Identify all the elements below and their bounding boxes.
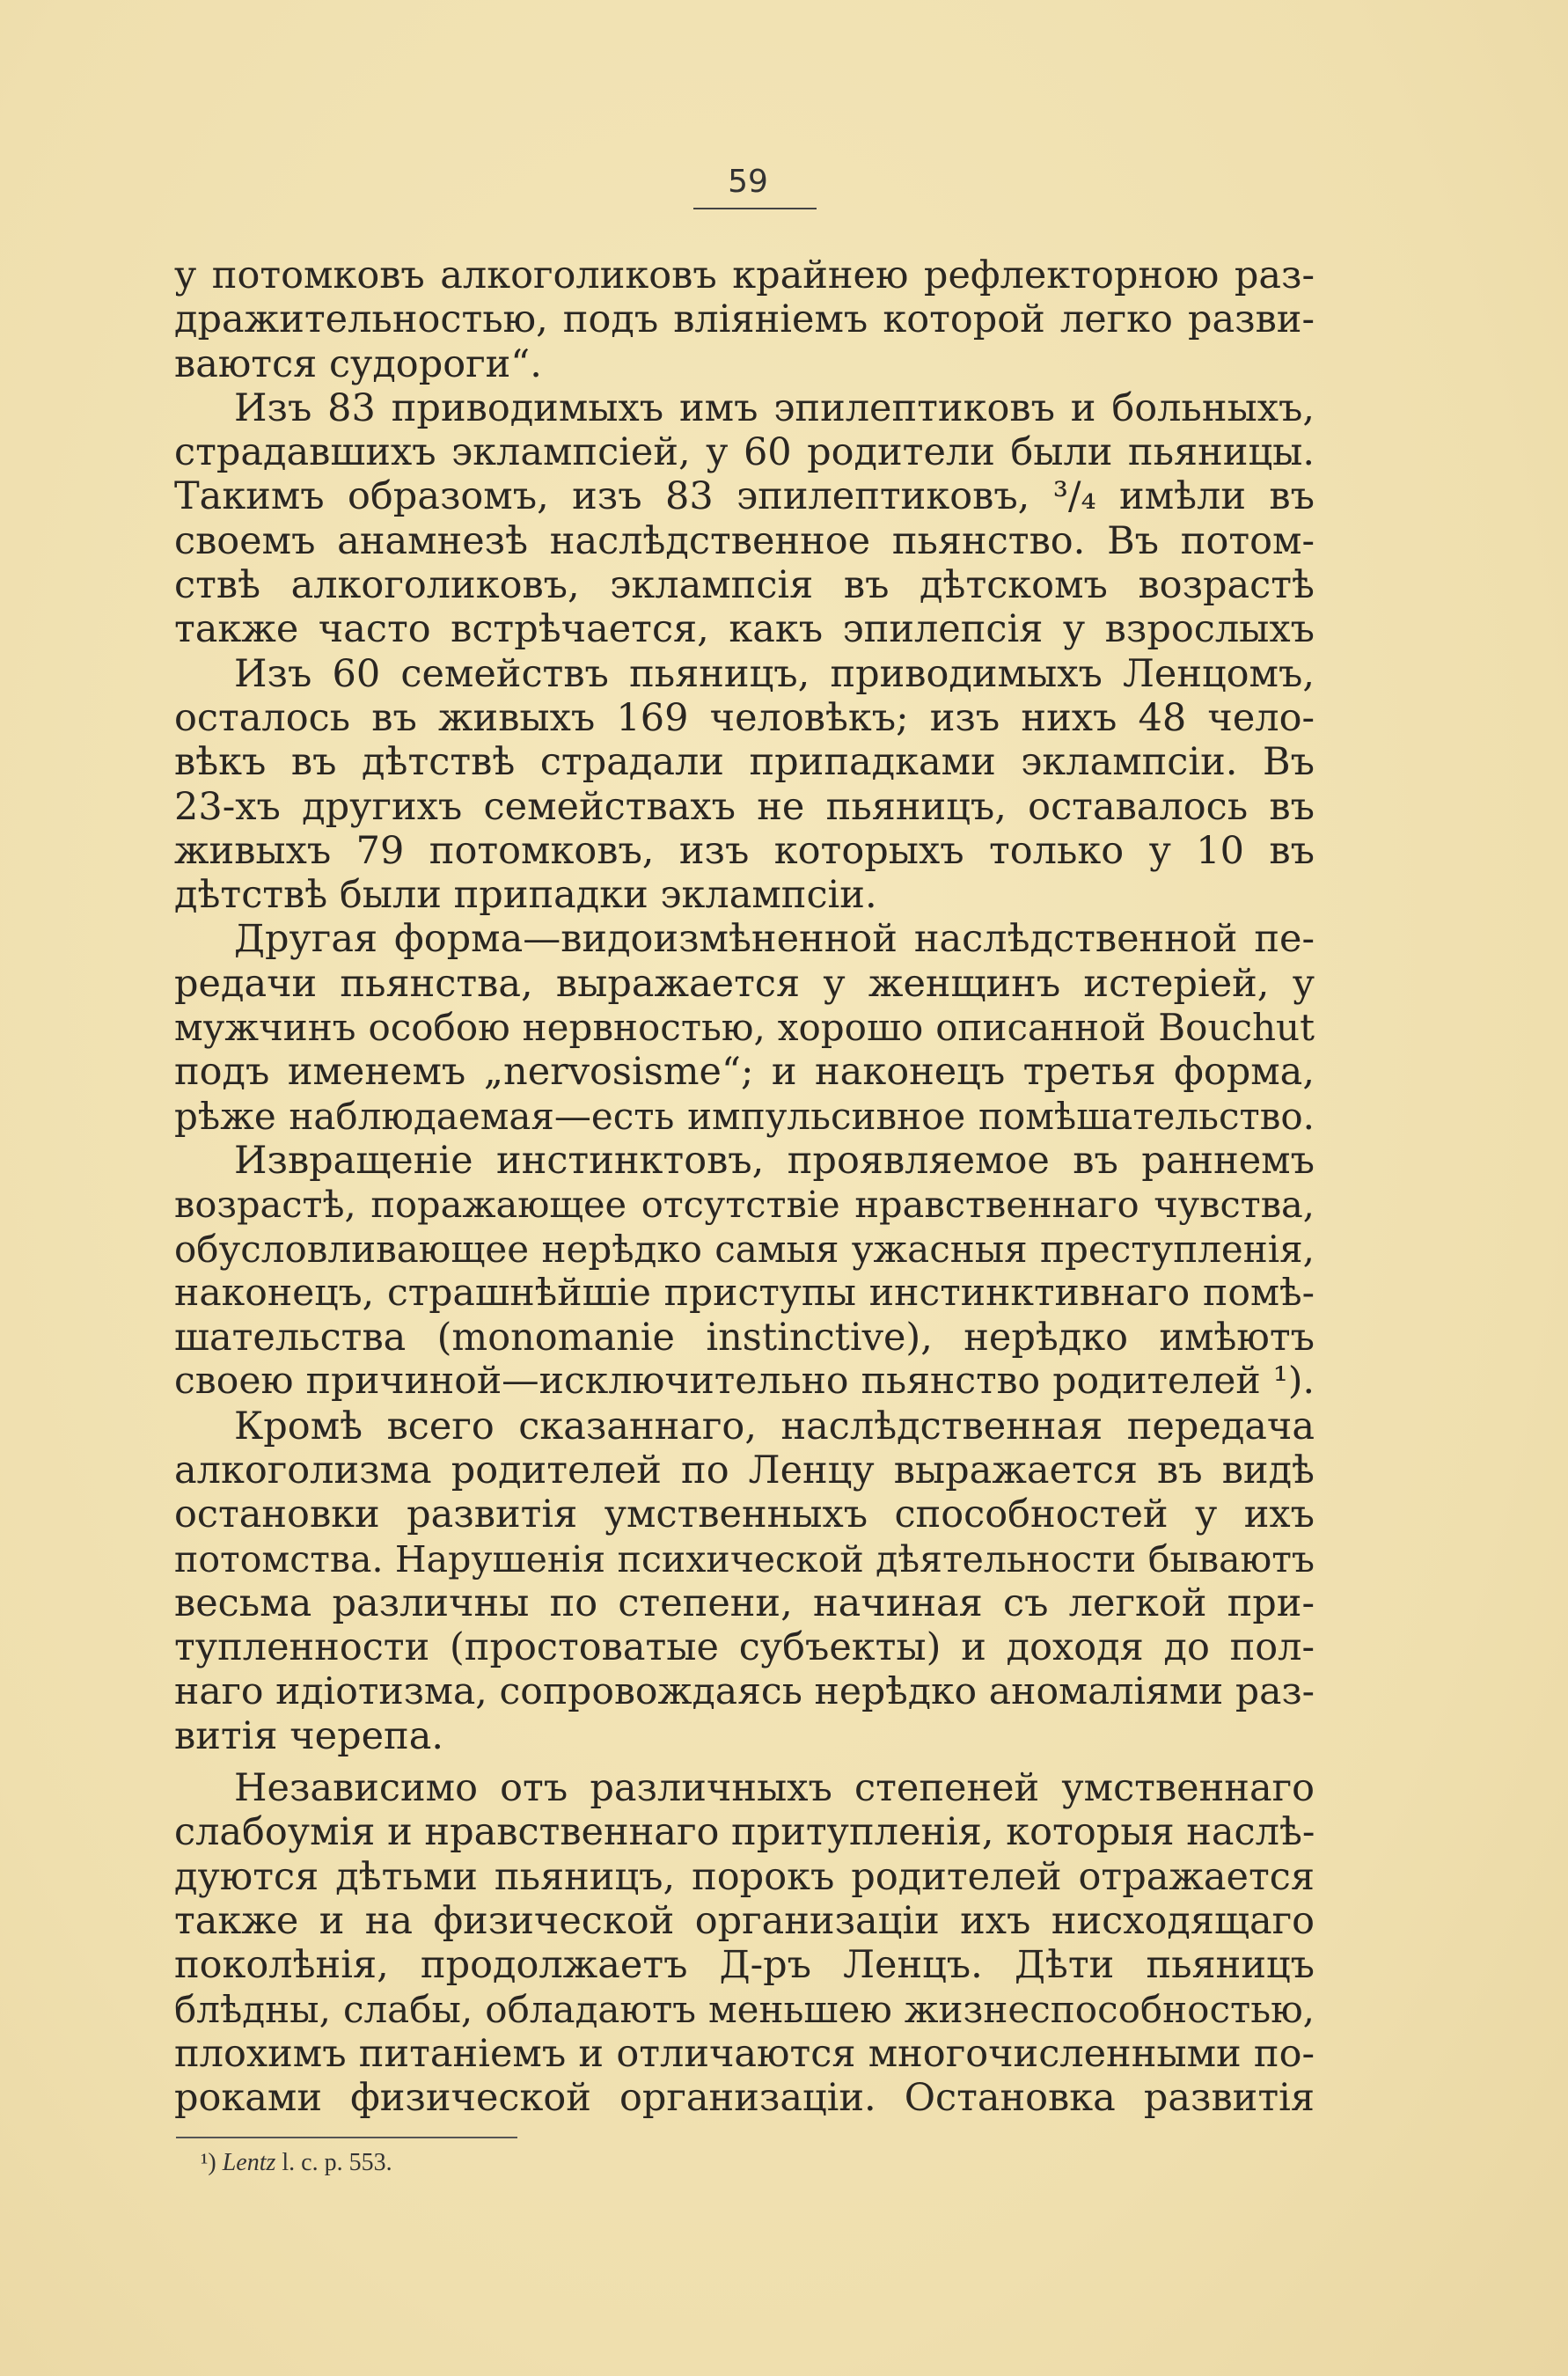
text-line: также и на физической организаціи ихъ нисходящаго bbox=[174, 1898, 1315, 1943]
text-line: слабоумія и нравственнаго притупленія, которыя наслѣ- bbox=[174, 1810, 1315, 1855]
text-line: Изъ 83 приводимыхъ имъ эпилептиковъ и больныхъ, bbox=[234, 385, 1315, 430]
page-number: 59 bbox=[728, 164, 768, 200]
text-line: тупленности (простоватые субъекты) и доходя до пол- bbox=[174, 1625, 1315, 1670]
text-line: мужчинъ особою нервностью, хорошо описанной Bouchut bbox=[174, 1006, 1315, 1050]
text-line: весьма различны по степени, начиная съ легкой при- bbox=[174, 1580, 1315, 1625]
text-line: роками физической организаціи. Остановка развитія bbox=[174, 2076, 1315, 2121]
text-line: Кромѣ всего сказаннаго, наслѣдственная передача bbox=[234, 1404, 1315, 1448]
footnote-rule bbox=[176, 2137, 517, 2138]
text-line: обусловливающее нерѣдко самыя ужасныя преступленія, bbox=[174, 1227, 1315, 1271]
text-line: наконецъ, страшнѣйшіе приступы инстинктивнаго помѣ- bbox=[174, 1271, 1315, 1315]
footnote bbox=[201, 2149, 392, 2177]
text-line: дуются дѣтьми пьяницъ, порокъ родителей отражается bbox=[174, 1854, 1315, 1899]
text-line: редачи пьянства, выражается у женщинъ истеріей, у bbox=[174, 961, 1315, 1006]
text-line: дѣтствѣ были припадки эклампсіи. bbox=[174, 873, 877, 918]
text-line: дражительностью, подъ вліяніемъ которой легко разви- bbox=[174, 297, 1315, 342]
text-line: подъ именемъ „nervosisme“; и наконецъ третья форма, bbox=[174, 1050, 1315, 1095]
text-line: Независимо отъ различныхъ степеней умственнаго bbox=[234, 1766, 1315, 1811]
page-number-rule bbox=[693, 208, 817, 209]
text-line: плохимъ питаніемъ и отличаются многочисленными по- bbox=[174, 2031, 1315, 2076]
footnote-marker: ¹) bbox=[201, 2149, 216, 2176]
text-line: остановки развитія умственныхъ способностей у ихъ bbox=[174, 1492, 1315, 1537]
text-line: 23-хъ другихъ семействахъ не пьяницъ, оставалось въ bbox=[174, 784, 1315, 829]
text-line: Извращеніе инстинктовъ, проявляемое въ раннемъ bbox=[234, 1138, 1315, 1183]
text-line: осталось въ живыхъ 169 человѣкъ; изъ нихъ 48 чело- bbox=[174, 695, 1315, 740]
text-line: у потомковъ алкоголиковъ крайнею рефлекторною раз- bbox=[174, 253, 1315, 297]
text-line: Изъ 60 семействъ пьяницъ, приводимыхъ Ленцомъ, bbox=[234, 651, 1315, 696]
footnote-author: Lentz bbox=[222, 2149, 276, 2176]
text-line: потомства. Нарушенія психической дѣятельности бываютъ bbox=[174, 1537, 1315, 1580]
text-line: страдавшихъ эклампсіей, у 60 родители были пьяницы. bbox=[174, 430, 1315, 475]
text-line: своемъ анамнезѣ наслѣдственное пьянство. Въ потом- bbox=[174, 518, 1315, 563]
text-line: Такимъ образомъ, изъ 83 эпилептиковъ, ³/₄ имѣли въ bbox=[174, 474, 1315, 519]
text-line: блѣдны, слабы, обладаютъ меньшею жизнеспособностью, bbox=[174, 1987, 1315, 2031]
text-line: возрастѣ, поражающее отсутствіе нравственнаго чувства, bbox=[174, 1183, 1315, 1227]
text-line: также часто встрѣчается, какъ эпилепсія у взрослыхъ bbox=[174, 607, 1315, 652]
text-line: своею причиной—исключительно пьянство родителей ¹). bbox=[174, 1360, 1315, 1404]
text-line: шательства (monomanie instinctive), нерѣдко имѣютъ bbox=[174, 1316, 1315, 1360]
text-line: наго идіотизма, сопровождаясь нерѣдко аномаліями раз- bbox=[174, 1669, 1315, 1713]
text-line: ваются судороги“. bbox=[174, 341, 542, 386]
text-line: живыхъ 79 потомковъ, изъ которыхъ только у 10 въ bbox=[174, 828, 1315, 873]
text-line: ствѣ алкоголиковъ, эклампсія въ дѣтскомъ возрастѣ bbox=[174, 563, 1315, 608]
text-line: вѣкъ въ дѣтствѣ страдали припадками эклампсіи. Въ bbox=[174, 740, 1315, 785]
text-line: Другая форма—видоизмѣненной наслѣдственной пе- bbox=[234, 917, 1315, 962]
text-line: рѣже наблюдаемая—есть импульсивное помѣшательство. bbox=[174, 1094, 1315, 1138]
footnote-reference: l. c. p. 553. bbox=[282, 2149, 392, 2176]
body-text bbox=[174, 253, 1315, 2120]
text-line: алкоголизма родителей по Ленцу выражается въ видѣ bbox=[174, 1448, 1315, 1493]
text-line: поколѣнія, продолжаетъ Д-ръ Ленцъ. Дѣти пьяницъ bbox=[174, 1943, 1315, 1988]
text-line: витія черепа. bbox=[174, 1713, 444, 1758]
